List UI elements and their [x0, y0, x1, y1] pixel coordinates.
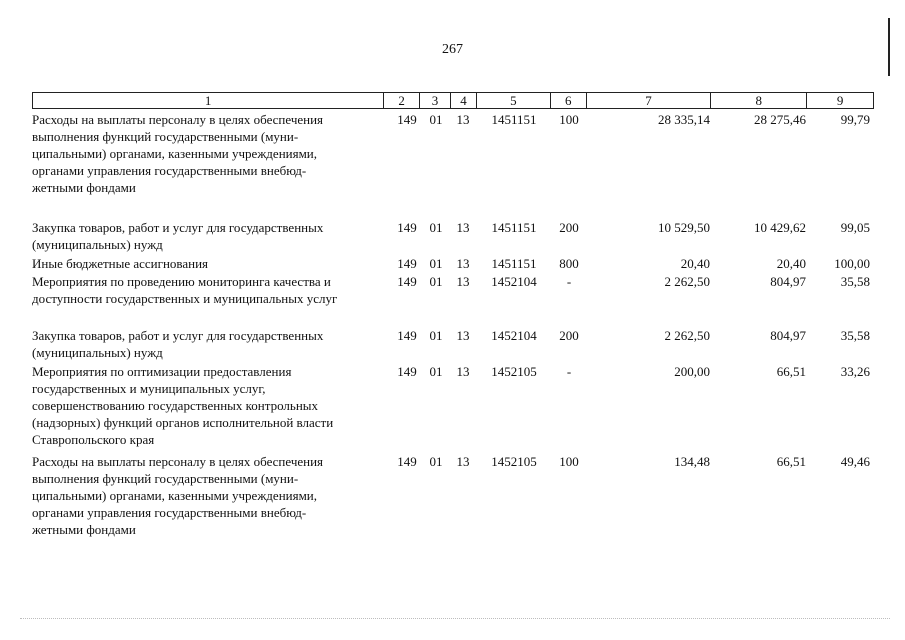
cell-col-6: 100	[559, 112, 579, 127]
row-description	[32, 273, 372, 307]
cell-col-2: 149	[397, 256, 417, 271]
header-col-2: 2	[384, 93, 420, 108]
header-col-9: 9	[836, 93, 844, 108]
description-line: (муниципальных) нужд	[32, 237, 163, 252]
cell-col-2: 149	[397, 454, 417, 469]
cell-col-3: 01	[429, 328, 443, 343]
row-description	[32, 111, 372, 196]
header-col-5: 5	[477, 93, 551, 108]
description-line: Иные бюджетные ассигнования	[32, 256, 209, 271]
cell-col-4: 13	[456, 364, 470, 379]
row-description	[32, 255, 372, 272]
cell-col-3: 01	[429, 454, 443, 469]
cell-col-7: 2 262,50	[664, 274, 710, 289]
header-col-4: 4	[451, 93, 477, 108]
cell-col-5: 1452105	[491, 364, 537, 379]
cell-col-3: 01	[429, 274, 443, 289]
description-line: Мероприятия по оптимизации предоставления	[32, 364, 292, 379]
header-col-1: 1	[33, 93, 384, 108]
description-line: выполнения функций государственными (муни-	[32, 129, 299, 144]
cell-col-3: 01	[429, 364, 443, 379]
description-line: Закупка товаров, работ и услуг для государственных	[32, 328, 324, 343]
cell-col-3: 01	[429, 112, 443, 127]
cell-col-5: 1451151	[491, 220, 537, 235]
description-line: Ставропольского края	[32, 432, 155, 447]
cell-col-9: 100,00	[834, 256, 870, 271]
cell-col-9: 99,79	[840, 112, 870, 127]
cell-col-7: 200,00	[674, 364, 710, 379]
cell-col-2: 149	[397, 274, 417, 289]
cell-col-2: 149	[397, 364, 417, 379]
row-description	[32, 363, 372, 448]
header-col-8: 8	[711, 93, 807, 108]
description-line: жетными фондами	[32, 180, 136, 195]
cell-col-6: 200	[559, 328, 579, 343]
cell-col-2: 149	[397, 328, 417, 343]
cell-col-9: 35,58	[840, 328, 870, 343]
description-line: Расходы на выплаты персоналу в целях обеспечения	[32, 112, 324, 127]
cell-col-5: 1451151	[491, 112, 537, 127]
header-col-7: 7	[587, 93, 712, 108]
page-number: 267	[442, 42, 463, 57]
cell-col-9: 35,58	[840, 274, 870, 289]
header-col-3: 3	[420, 93, 451, 108]
cell-col-4: 13	[456, 220, 470, 235]
cell-col-4: 13	[456, 454, 470, 469]
cell-col-9: 99,05	[840, 220, 870, 235]
cell-col-6: 800	[559, 256, 579, 271]
cell-col-5: 1452105	[491, 454, 537, 469]
cell-col-4: 13	[456, 274, 470, 289]
cell-col-6: -	[566, 274, 572, 289]
description-line: жетными фондами	[32, 522, 136, 537]
cell-col-6: 100	[559, 454, 579, 469]
cell-col-8: 10 429,62	[754, 220, 806, 235]
cell-col-8: 804,97	[770, 274, 806, 289]
cell-col-5: 1452104	[491, 328, 537, 343]
cell-col-4: 13	[456, 328, 470, 343]
cell-col-6: 200	[559, 220, 579, 235]
cell-col-7: 134,48	[674, 454, 710, 469]
row-description	[32, 453, 372, 538]
cell-col-9: 49,46	[840, 454, 870, 469]
cell-col-6: -	[566, 364, 572, 379]
cell-col-7: 10 529,50	[658, 220, 710, 235]
description-line: (надзорных) функций органов исполнительной власти	[32, 415, 334, 430]
cell-col-9: 33,26	[840, 364, 870, 379]
cell-col-3: 01	[429, 256, 443, 271]
cell-col-5: 1451151	[491, 256, 537, 271]
description-line: совершенствованию государственных контрольных	[32, 398, 319, 413]
cell-col-2: 149	[397, 112, 417, 127]
description-line: доступности государственных и муниципальных услуг	[32, 291, 338, 306]
description-line: Закупка товаров, работ и услуг для государственных	[32, 220, 324, 235]
table-header	[32, 92, 874, 109]
cell-col-8: 804,97	[770, 328, 806, 343]
cell-col-7: 28 335,14	[658, 112, 710, 127]
description-line: органами управления государственными внебюд-	[32, 163, 307, 178]
cell-col-7: 2 262,50	[664, 328, 710, 343]
description-line: ципальными) органами, казенными учреждениями,	[32, 488, 318, 503]
cell-col-8: 28 275,46	[754, 112, 806, 127]
cell-col-2: 149	[397, 220, 417, 235]
row-description	[32, 327, 372, 361]
description-line: выполнения функций государственными (муни-	[32, 471, 299, 486]
cell-col-3: 01	[429, 220, 443, 235]
description-line: Мероприятия по проведению мониторинга качества и	[32, 274, 331, 289]
description-line: Расходы на выплаты персоналу в целях обеспечения	[32, 454, 324, 469]
row-description	[32, 219, 372, 253]
header-col-6: 6	[551, 93, 587, 108]
cell-col-4: 13	[456, 256, 470, 271]
description-line: ципальными) органами, казенными учреждениями,	[32, 146, 318, 161]
cell-col-5: 1452104	[491, 274, 537, 289]
cell-col-7: 20,40	[680, 256, 710, 271]
cell-col-8: 20,40	[776, 256, 806, 271]
description-line: (муниципальных) нужд	[32, 345, 163, 360]
cell-col-8: 66,51	[776, 454, 806, 469]
description-line: органами управления государственными внебюд-	[32, 505, 307, 520]
scan-edge-mark	[888, 18, 890, 76]
cell-col-4: 13	[456, 112, 470, 127]
description-line: государственных и муниципальных услуг,	[32, 381, 266, 396]
scan-noise-line	[20, 618, 890, 619]
cell-col-8: 66,51	[776, 364, 806, 379]
